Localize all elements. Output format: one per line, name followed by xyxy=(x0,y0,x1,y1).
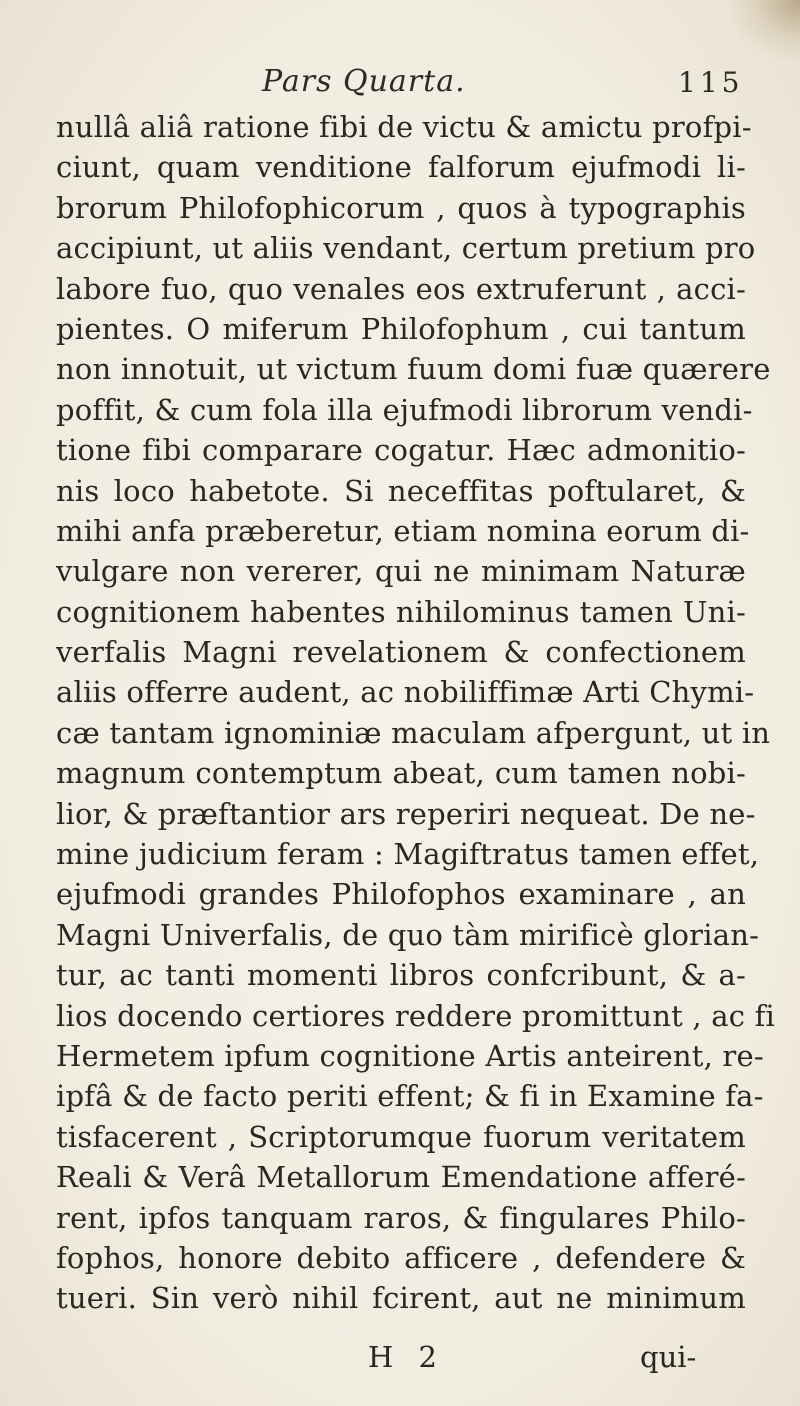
text-line: Magni Univerfalis, de quo tàm mirificè glorian- xyxy=(56,917,760,952)
text-line: tur, ac tanti momenti libros confcribunt, & a- xyxy=(56,958,746,993)
text-line: nis loco habetote. Si neceffitas poftularet, & xyxy=(56,473,746,508)
running-title: Pars Quarta. xyxy=(262,64,466,99)
text-line: tueri. Sin verò nihil fcirent, aut ne minimum xyxy=(56,1281,746,1316)
text-line: non innotuit, ut victum fuum domi fuæ quærere xyxy=(56,352,771,387)
text-line: Reali & Verâ Metallorum Emendatione afferé- xyxy=(56,1160,746,1195)
text-line: vulgare non vererer, qui ne minimam Naturæ xyxy=(56,554,746,589)
page-footer xyxy=(0,1340,800,1380)
text-line: Hermetem ipfum cognitione Artis anteirent, re- xyxy=(56,1038,764,1073)
text-line: mihi anfa præberetur, etiam nomina eorum di- xyxy=(56,513,750,548)
text-line: aliis offerre audent, ac nobiliffimæ Arti Chymi- xyxy=(56,675,755,710)
text-line: ciunt, quam venditione falforum ejufmodi li- xyxy=(56,150,746,185)
text-line: brorum Philofophicorum , quos à typographis xyxy=(56,190,746,225)
text-line: cognitionem habentes nihilominus tamen Uni- xyxy=(56,594,746,629)
text-line: lios docendo certiores reddere promittunt , ac fi xyxy=(56,998,775,1033)
body-text xyxy=(56,107,775,1319)
text-line: cæ tantam ignominiæ maculam afpergunt, ut in xyxy=(56,715,771,750)
text-line: poffit, & cum fola illa ejufmodi librorum vendi- xyxy=(56,392,753,427)
page-header xyxy=(0,64,800,104)
text-line: nullâ aliâ ratione fibi de victu & amictu profpi- xyxy=(56,110,752,144)
text-line: pientes. O miferum Philofophum , cui tantum xyxy=(56,311,746,346)
catchword: qui- xyxy=(640,1340,697,1374)
text-line: ipfâ & de facto periti effent; & fi in Examine fa- xyxy=(56,1079,764,1114)
text-line: mine judicium feram : Magiftratus tamen effet, xyxy=(56,837,760,872)
text-line: verfalis Magni revelationem & confectionem xyxy=(56,635,746,670)
text-line: fophos, honore debito afficere , defendere & xyxy=(56,1240,746,1275)
paper-stain xyxy=(730,0,800,60)
text-line: rent, ipfos tanquam raros, & fingulares Philo- xyxy=(56,1200,746,1235)
text-line: lior, & præftantior ars reperiri nequeat. De ne- xyxy=(56,796,756,831)
page-number: 115 xyxy=(678,66,744,99)
text-line: ejufmodi grandes Philofophos examinare , an xyxy=(56,877,746,912)
text-line: labore fuo, quo venales eos extruferunt , acci- xyxy=(56,271,746,306)
text-line: tione fibi comparare cogatur. Hæc admonitio- xyxy=(56,433,746,468)
text-line: accipiunt, ut aliis vendant, certum pretium pro xyxy=(56,231,756,266)
text-line: tisfacerent , Scriptorumque fuorum veritatem xyxy=(56,1119,746,1154)
text-line: magnum contemptum abeat, cum tamen nobi- xyxy=(56,756,746,791)
signature-mark: H 2 xyxy=(368,1340,445,1374)
